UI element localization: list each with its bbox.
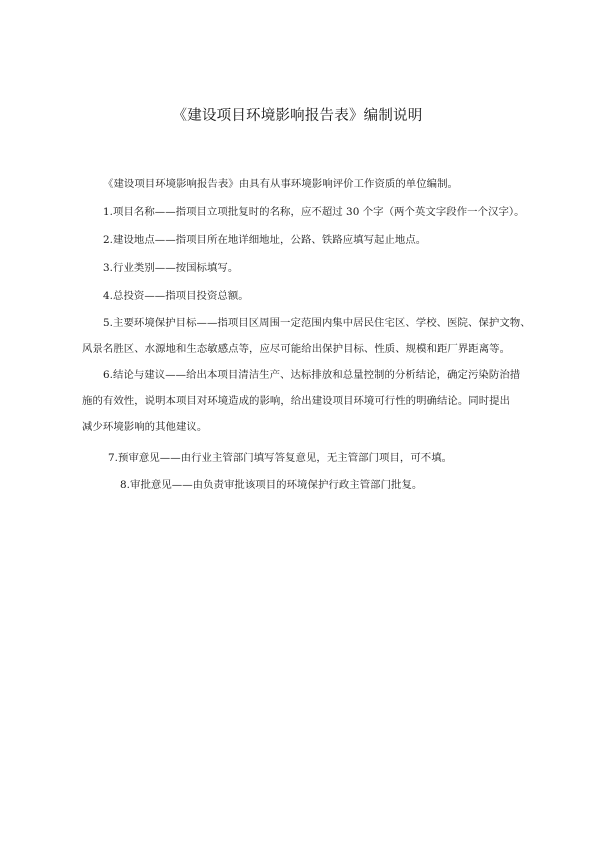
item-5-protection-targets-line-2: 风景名胜区、水源地和生态敏感点等，应尽可能给出保护目标、性质、规模和距厂界距离等。 bbox=[82, 343, 511, 355]
item-1-project-name: 1.项目名称——指项目立项批复时的名称，应不超过 30 个字（两个英文字段作一个汉字）。 bbox=[103, 206, 525, 218]
item-6-conclusions-line-1: 6.结论与建议——给出本项目清洁生产、达标排放和总量控制的分析结论，确定污染防治措 bbox=[103, 369, 521, 381]
item-6-conclusions-line-3: 减少环境影响的其他建议。 bbox=[82, 421, 208, 433]
item-2-construction-location: 2.建设地点——指项目所在地详细地址，公路、铁路应填写起止地点。 bbox=[103, 234, 427, 246]
item-5-protection-targets-line-1: 5.主要环境保护目标——指项目区周围一定范围内集中居民住宅区、学校、医院、保护文物、 bbox=[103, 317, 531, 329]
item-8-approval-opinion: 8.审批意见——由负责审批该项目的环境保护行政主管部门批复。 bbox=[120, 479, 423, 491]
item-4-total-investment: 4.总投资——指项目投资总额。 bbox=[103, 290, 249, 302]
item-6-conclusions-line-2: 施的有效性，说明本项目对环境造成的影响，给出建设项目环境可行性的明确结论。同时提出 bbox=[82, 395, 511, 407]
item-7-preliminary-review: 7.预审意见——由行业主管部门填写答复意见，无主管部门项目，可不填。 bbox=[108, 452, 453, 464]
item-3-industry-category: 3.行业类别——按国标填写。 bbox=[103, 262, 239, 274]
document-title: 《建设项目环境影响报告表》编制说明 bbox=[172, 108, 423, 124]
intro-paragraph: 《建设项目环境影响报告表》由具有从事环境影响评价工作资质的单位编制。 bbox=[103, 178, 458, 190]
